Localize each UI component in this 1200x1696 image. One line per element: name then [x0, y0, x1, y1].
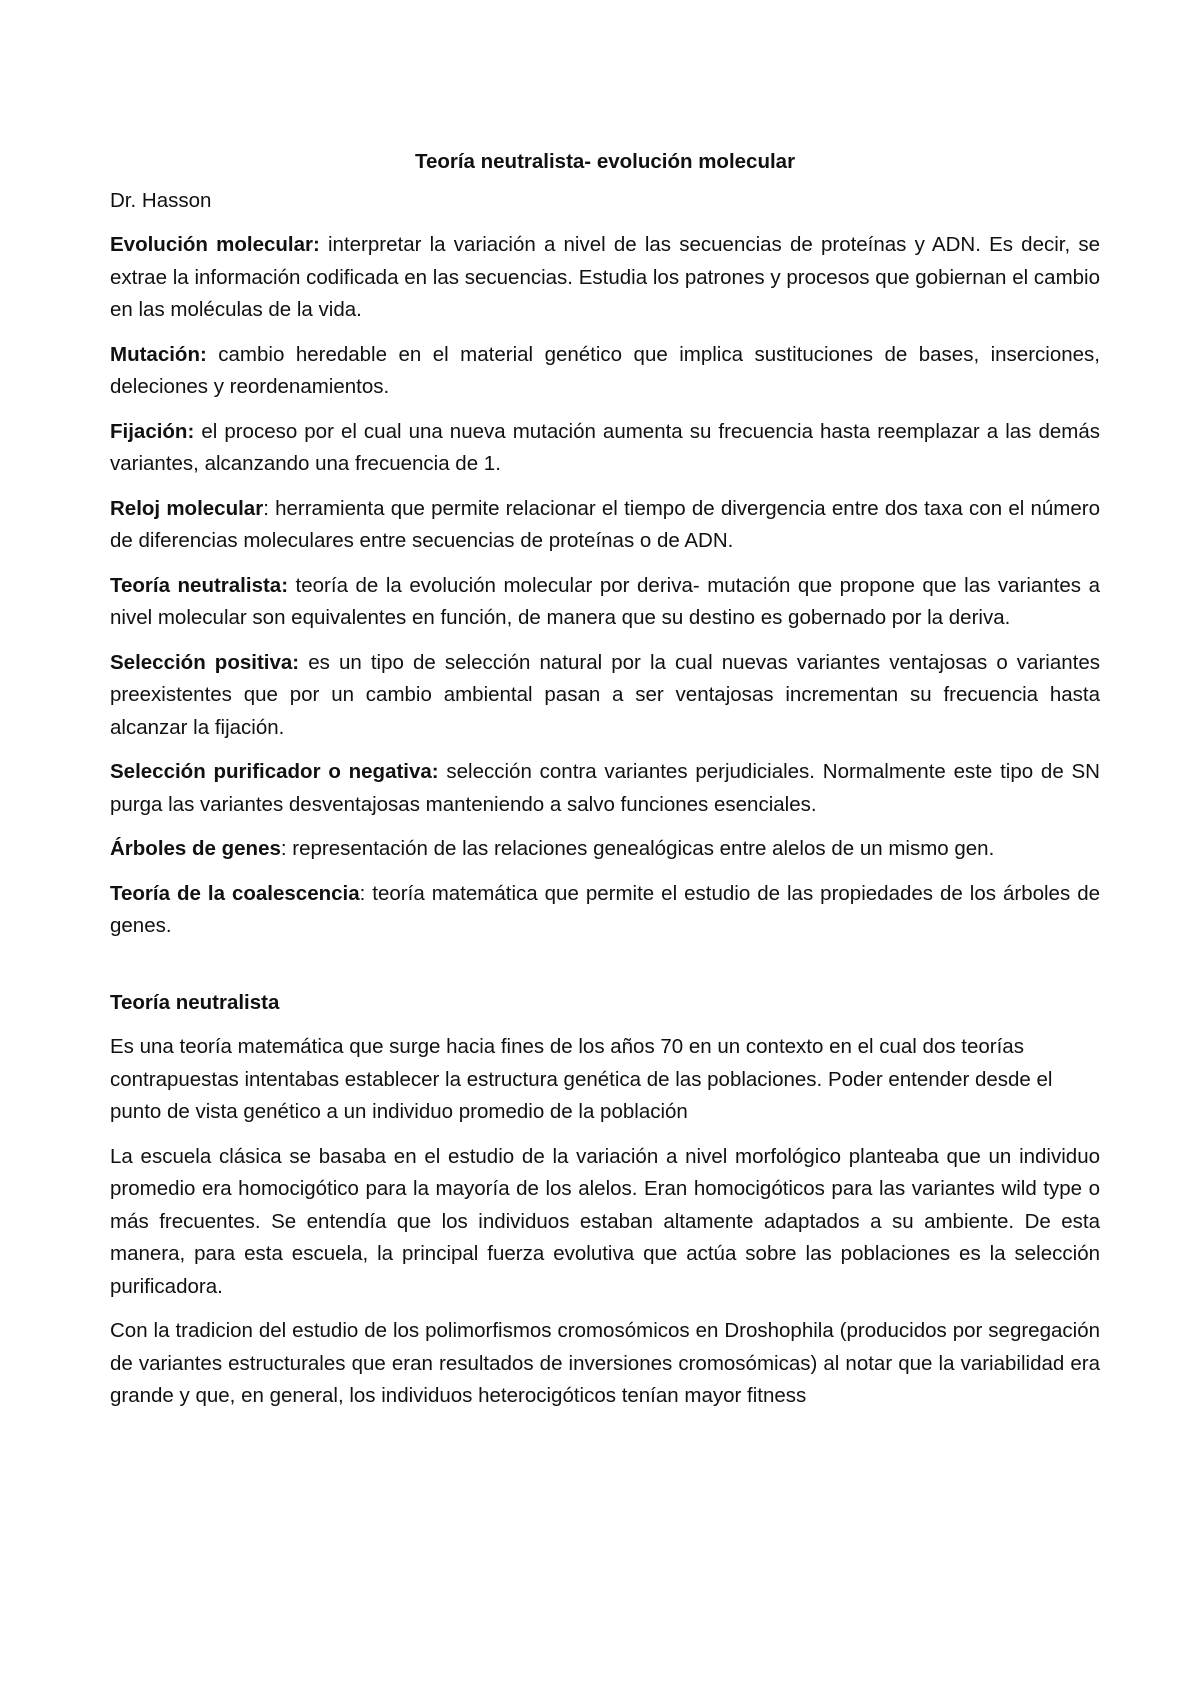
definition-term: Teoría neutralista: — [110, 573, 289, 597]
section-paragraph: Con la tradicion del estudio de los polimorfismos cromosómicos en Droshophila (producidos por segregación de variantes estructurales que eran resultados de inversiones cromosómicas) al notar que la variabilidad era grande y que, en general, los individuos heterocigóticos tenían mayor fitness — [110, 1319, 1100, 1407]
definition-reloj-molecular — [110, 493, 1100, 558]
definition-term: Reloj molecular — [110, 496, 264, 520]
definition-text: cambio heredable en el material genético que implica sustituciones de bases, inserciones, deleciones y reordenamientos. — [110, 342, 1100, 398]
definition-seleccion-positiva — [110, 647, 1100, 745]
definition-text: : herramienta que permite relacionar el tiempo de divergencia entre dos taxa con el número de diferencias moleculares entre secuencias de proteínas o de ADN. — [110, 496, 1100, 552]
definition-text: : representación de las relaciones genealógicas entre alelos de un mismo gen. — [280, 837, 995, 860]
definition-text: selección contra variantes perjudiciales. Normalmente este tipo de SN purga las variantes desventajosas manteniendo a salvo funciones esenciales. — [110, 760, 1100, 816]
definition-text: el proceso por el cual una nueva mutación aumenta su frecuencia hasta reemplazar a las demás variantes, alcanzando una frecuencia de 1. — [110, 419, 1100, 475]
author-line: Dr. Hasson — [110, 188, 212, 212]
definition-arboles-de-genes — [110, 833, 1100, 866]
section-heading: Teoría neutralista — [110, 990, 280, 1014]
definition-seleccion-purificador — [110, 756, 1100, 821]
definition-term: Árboles de genes — [110, 837, 281, 860]
definition-term: Teoría de la coalescencia — [110, 881, 360, 905]
definition-teoria-coalescencia — [110, 878, 1100, 943]
section-spacer — [110, 955, 1100, 987]
definition-text: : teoría matemática que permite el estudio de las propiedades de los árboles de genes. — [110, 881, 1100, 937]
definition-evolucion-molecular — [110, 229, 1100, 327]
definition-term: Selección positiva: — [110, 650, 300, 674]
document-title: Teoría neutralista- evolución molecular — [414, 150, 796, 173]
document-body — [110, 146, 1100, 1425]
definition-mutacion — [110, 339, 1100, 404]
definition-term: Mutación: — [110, 342, 207, 366]
section-paragraph: Es una teoría matemática que surge hacia fines de los años 70 en un contexto en el cual dos teorías contrapuestas intentabas establecer la estructura genética de las poblaciones. Poder entender desde el punto de vista genético a un individuo promedio de la población — [110, 1035, 1053, 1123]
definition-text: interpretar la variación a nivel de las secuencias de proteínas y ADN. Es decir, se extrae la información codificada en las secuencias. Estudia los patrones y procesos que gobiernan el cambio en las moléculas de la vida. — [110, 233, 1100, 321]
definition-fijacion — [110, 416, 1100, 481]
definition-term: Fijación: — [110, 419, 195, 443]
definition-text: es un tipo de selección natural por la cual nuevas variantes ventajosas o variantes preexistentes que por un cambio ambiental pasan a ser ventajosas incrementan su frecuencia hasta alcanzar la fijación. — [110, 650, 1100, 739]
definition-teoria-neutralista — [110, 570, 1100, 635]
section-paragraph: La escuela clásica se basaba en el estudio de la variación a nivel morfológico planteaba que un individuo promedio era homocigótico para la mayoría de los alelos. Eran homocigóticos para las variantes wild type o más frecuentes. Se entendía que los individuos estaban altamente adaptados a su ambiente. De esta manera, para esta escuela, la principal fuerza evolutiva que actúa sobre las poblaciones es la selección purificadora. — [110, 1144, 1100, 1298]
definition-text: teoría de la evolución molecular por deriva- mutación que propone que las variantes a nivel molecular son equivalentes en función, de manera que su destino es gobernado por la deriva. — [110, 573, 1100, 629]
definition-term: Selección purificador o negativa: — [110, 760, 439, 783]
definition-term: Evolución molecular: — [110, 233, 320, 256]
